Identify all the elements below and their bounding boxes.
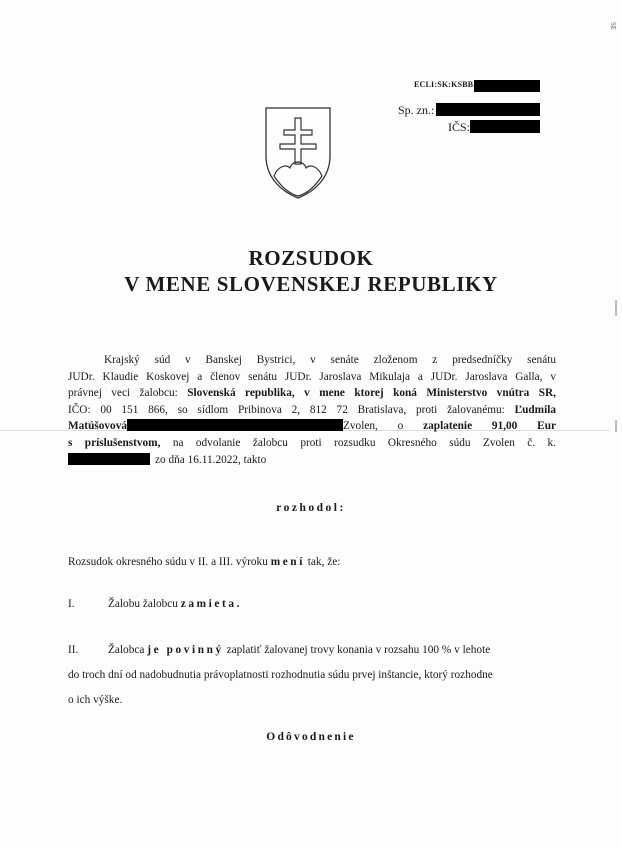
item-number: II. [68,644,79,656]
item2-line-3: o ich výške. [68,694,123,706]
item-number: I. [68,598,75,610]
redaction-address [127,419,343,431]
scan-edge-mark [615,420,617,432]
redaction-file-number [68,453,150,465]
decision-heading: rozhodol: [276,502,346,514]
reasoning-heading: Odôvodnenie [266,731,356,743]
item2-verb: je povinný [147,644,224,656]
intro-line-4 [68,402,556,419]
intro-line-2: JUDr. Klaudie Koskovej a členov senátu JUDr. Jaroslava Mikulaja a JUDr. Jaroslava Galla, v [68,370,556,383]
item1-verb: zamieta. [180,598,243,610]
ecli-label: ECLI:SK:KSBB [414,80,474,89]
intro-line-3 [68,385,556,402]
defendant-surname: Matúšovová [68,420,127,433]
plaintiff-name: Slovenská republika, v mene ktorej koná Ministerstvo vnútra SR, [187,387,557,400]
plaintiff-details: IČO: 00 151 866, so sídlom Pribinova 2, 812 72 Bratislava, proti žalovanému: [68,403,515,416]
appeal-text: na odvolanie žalobcu proti rozsudku Okresného súdu Zvolen č. k. [160,436,557,449]
margin-mark: SE [609,22,617,31]
item1-text: Žalobu žalobcu [108,598,178,610]
redaction-ics [470,120,540,133]
claim-amount: zaplatenie 91,00 Eur [423,420,556,433]
verdict-item-2 [68,638,556,713]
defendant-first-name: Ľudmila [514,403,556,416]
scan-edge-mark [615,300,617,316]
decision-pre: Rozsudok okresného súdu v II. a III. výroku [68,556,268,568]
intro-line-6 [68,435,556,452]
coat-of-arms-emblem [262,104,334,200]
intro-line-1: Krajský súd v Banskej Bystrici, v senáte zloženom z predsedníčky senátu [104,354,556,366]
item2-text: Žalobca [108,644,145,656]
item2-line-1 [68,638,556,663]
item2-line-2: do troch dní od nadobudnutia právoplatnosti rozhodnutia súdu prvej inštancie, ktorý rozhodne [68,669,493,681]
intro-paragraph [68,352,556,468]
accessories-label: s príslušenstvom, [68,436,161,449]
case-number-label: Sp. zn.: [398,103,435,117]
decision-statement [68,556,340,568]
decision-post: tak, že: [307,556,341,568]
defendant-city: Zvolen, o [343,420,424,433]
document-subtitle: V MENE SLOVENSKEJ REPUBLIKY [124,272,498,296]
judgment-date: zo dňa 16.11.2022, takto [155,453,267,466]
ics-label: IČS: [448,120,471,134]
decision-verb: mení [270,556,305,568]
redaction-case-number [436,103,540,116]
redaction-ecli [474,80,540,92]
plaintiff-label: právnej veci žalobcu: [68,387,188,400]
item2-text-a: zaplatiť žalovanej trovy konania v rozsahu 100 % v lehote [226,644,491,656]
intro-line-7 [68,452,556,469]
document-title: ROZSUDOK [248,246,374,270]
verdict-item-1 [68,598,242,610]
intro-line-5 [68,418,556,435]
